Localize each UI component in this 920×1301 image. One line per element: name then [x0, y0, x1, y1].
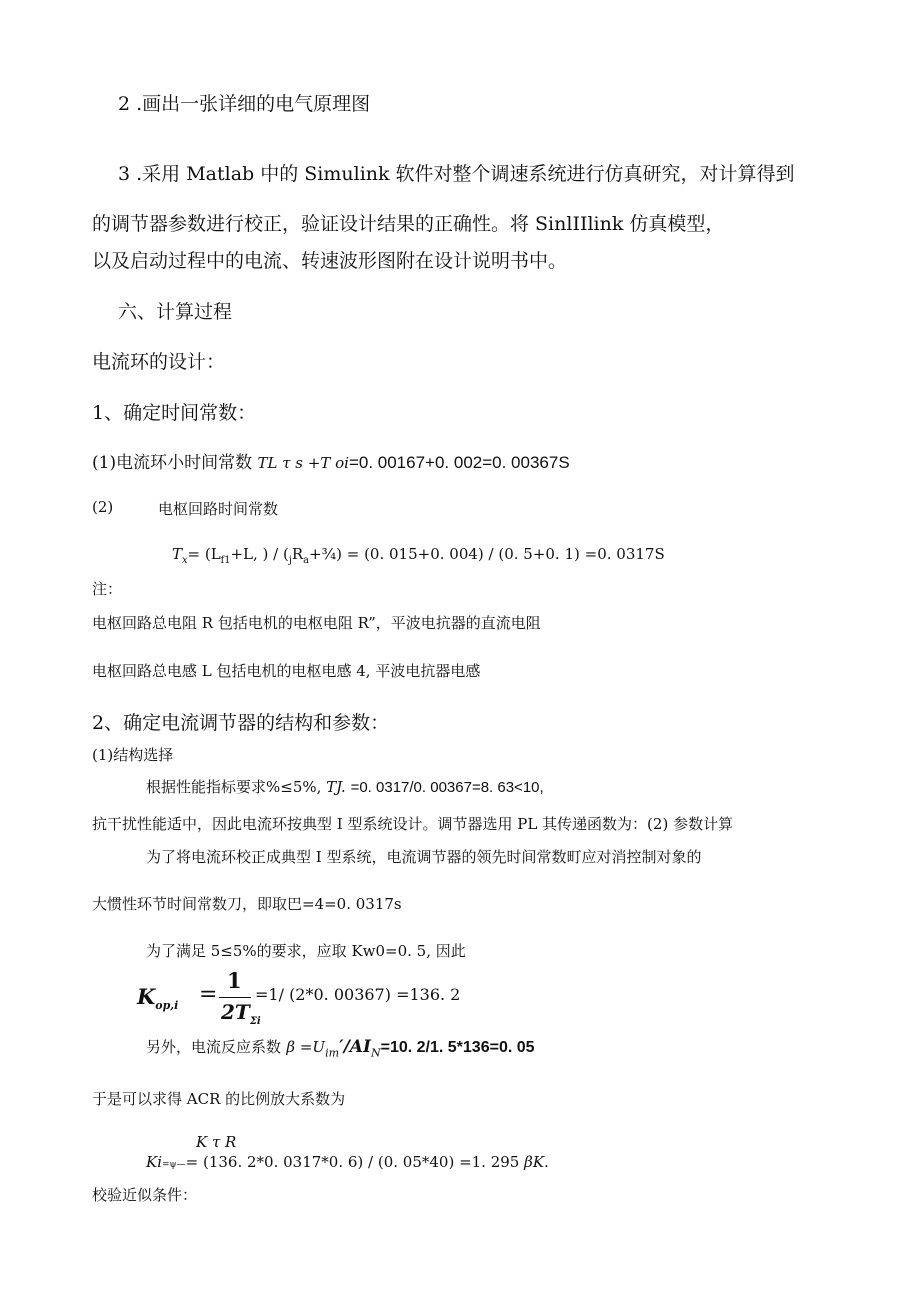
feedback-coefficient-line	[146, 1036, 535, 1059]
step-2-heading: 2、确定电流调节器的结构和参数：	[92, 712, 390, 734]
acr-gain-intro: 于是可以求得 ACR 的比例放大系数为	[92, 1090, 346, 1108]
kop-symbol	[137, 984, 178, 1012]
formula-r-symbol: R	[291, 545, 304, 563]
step-1-heading: 1、确定时间常数：	[92, 402, 257, 424]
kop-k: K	[137, 984, 156, 1009]
ki-formula-line	[146, 1153, 549, 1171]
formula-part-2: +L, ) / (	[230, 545, 289, 563]
kop-equals: =	[199, 982, 218, 1007]
armature-time-constant-label: 电枢回路时间常数	[158, 500, 279, 518]
performance-index-line	[146, 776, 544, 797]
formula-part-1: = (L	[187, 545, 221, 563]
ki-formula-value: = (136. 2*0. 0317*0. 6) / (0. 05*40) =1. 295	[185, 1153, 520, 1171]
kop-subscript: op,i	[155, 999, 179, 1013]
feedback-coefficient-label: 另外，电流反应系数	[146, 1038, 282, 1056]
feedback-coefficient-value: =10. 2/1. 5*136=0. 05	[380, 1039, 535, 1056]
kop-fraction-bar	[219, 997, 251, 998]
formula-ra-subscript: a	[303, 555, 309, 566]
ki-beta-k: βK.	[524, 1153, 549, 1171]
formula-lf1-subscript: f1	[220, 555, 231, 566]
kop-denominator-subscript: Σi	[249, 1016, 261, 1027]
performance-index-text: 根据性能指标要求%≤5%,	[146, 778, 322, 796]
kop-result: =1/ (2*0. 00367) =136. 2	[255, 985, 461, 1004]
note-inductance: 电枢回路总电感 L 包括电机的电枢电感 4, 平波电抗器电感	[92, 662, 481, 680]
kop-numerator: 1	[227, 968, 242, 993]
feedback-ai-symbol: ′/AI	[339, 1037, 371, 1057]
kw0-requirement-line: 为了满足 5≤5%的要求，应取 Kw0=0. 5, 因此	[146, 942, 466, 960]
performance-index-symbol: TJ.	[326, 778, 346, 796]
ki-symbol: Ki	[146, 1153, 163, 1171]
ki-subscript-fragment: =ψ—	[162, 1160, 186, 1170]
item-3-text: 3 .采用 Matlab 中的 Simulink 软件对整个调速系统进行仿真研究，对计算得到	[118, 163, 795, 185]
feedback-n-subscript: N	[370, 1046, 381, 1060]
inertia-time-constant-line: 大惯性环节时间常数刀，即取巴=4=0. 0317s	[92, 895, 402, 913]
kop-denominator-text: 2T	[221, 1000, 250, 1024]
subheading-current-loop: 电流环的设计：	[92, 351, 226, 373]
item-2-text: 2 .画出一张详细的电气原理图	[118, 93, 371, 115]
structure-selection-label: (1)结构选择	[92, 746, 174, 764]
feedback-uim-subscript: im	[325, 1046, 340, 1060]
item-3-continuation-1: 的调节器参数进行校正，验证设计结果的正确性。将 SinlIIlink 仿真模型，	[92, 213, 725, 235]
ki-formula-numerator-label: K τ R	[196, 1133, 237, 1151]
armature-time-constant-number: (2)	[92, 498, 114, 516]
formula-j-subscript: j	[288, 555, 292, 566]
formula-t-subscript: x	[182, 555, 188, 566]
armature-time-constant-formula	[172, 545, 665, 566]
small-time-constant-label: (1)电流环小时间常数	[92, 453, 253, 473]
small-time-constant-line	[92, 448, 570, 473]
item-3-continuation-2: 以及启动过程中的电流、转速波形图附在设计说明书中。	[92, 250, 568, 272]
kop-denominator	[221, 1000, 261, 1027]
note-resistance: 电枢回路总电阻 R 包括电机的电枢电阻 R”，平波电抗器的直流电阻	[92, 614, 541, 632]
small-time-constant-symbol: TL τ s +T oi	[257, 454, 349, 472]
formula-part-3: +¾) = (0. 015+0. 004) / (0. 5+0. 1) =0. 0317S	[309, 545, 665, 563]
feedback-beta-symbol: β =U	[286, 1038, 326, 1056]
formula-t-symbol: T	[172, 545, 183, 563]
performance-index-value: =0. 0317/0. 00367=8. 63<10,	[350, 779, 544, 796]
small-time-constant-value: =0. 00167+0. 002=0. 00367S	[348, 453, 570, 472]
note-label: 注：	[92, 580, 123, 598]
verify-conditions-label: 校验近似条件：	[92, 1186, 198, 1204]
anti-interference-line: 抗干扰性能适中，因此电流环按典型 I 型系统设计。调节器选用 PL 其传递函数为：(2) 参数计算	[92, 815, 734, 833]
section-heading-calculation: 六、计算过程	[118, 301, 233, 323]
lead-time-constant-line: 为了将电流环校正成典型 I 型系统，电流调节器的领先时间常数町应对消控制对象的	[146, 848, 702, 866]
